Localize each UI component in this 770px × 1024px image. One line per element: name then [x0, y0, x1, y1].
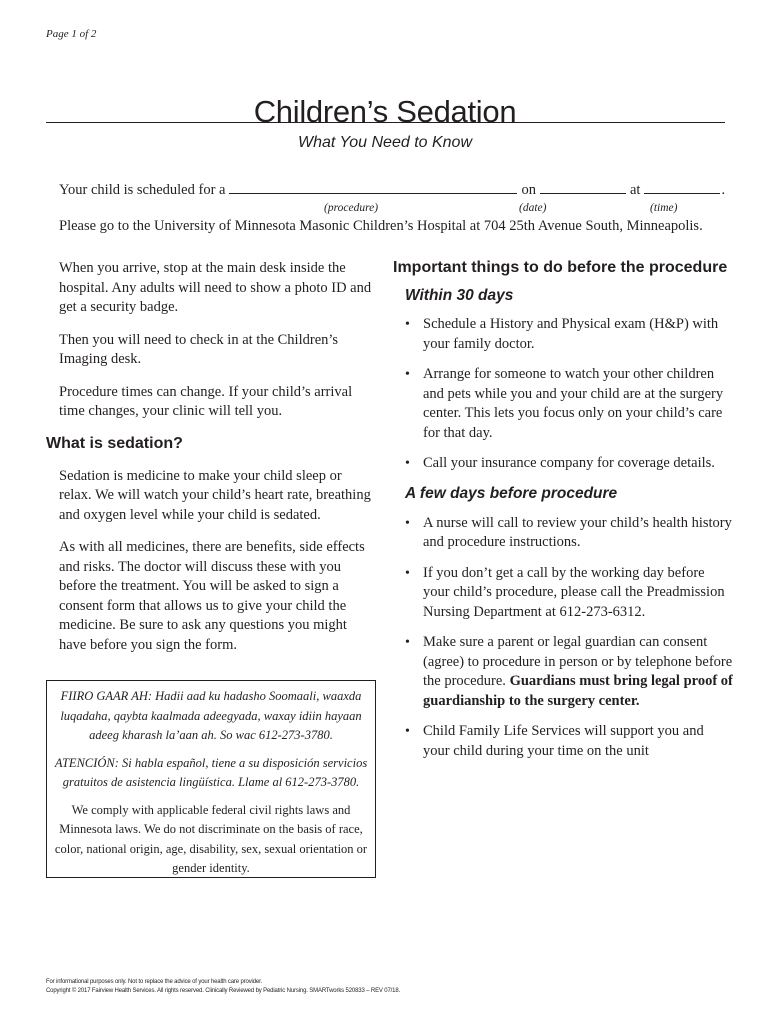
list-item: • Arrange for someone to watch your other children and pets while you and your child are at the surgery center. This lets you focus only on your child’s care for that day.: [405, 366, 724, 441]
few-days-heading: A few days before procedure: [405, 484, 618, 502]
schedule-on: on: [521, 182, 536, 198]
footer-copyright: Copyright © 2017 Fairview Health Services. All rights reserved. Clinically Reviewed by Pediatric Nursing. SMARTworks 520833 – REV 07/18.: [46, 988, 401, 994]
footer: [46, 978, 400, 996]
sedation-definition: Sedation is medicine to make your child sleep or relax. We will watch your child’s heart rate, breathing and oxygen level while your child is sedated.: [59, 467, 371, 523]
language-notice-box: [46, 680, 376, 878]
within-30-days-list: [393, 315, 733, 474]
guardian-requirement: Guardians must bring legal proof of guardianship to the surgery center.: [423, 673, 733, 709]
time-blank: [644, 179, 720, 194]
list-item: • Make sure a parent or legal guardian can consent (agree) to procedure in person or by telephone before the procedure. Guardians must bring legal proof of guardianship to the surgery center.: [405, 634, 733, 709]
time-hint: (time): [650, 202, 678, 214]
list-item: • Call your insurance company for coverage details.: [405, 455, 715, 471]
sedation-heading: What is sedation?: [46, 434, 183, 452]
procedure-hint: (procedure): [324, 202, 379, 214]
somali-notice: FIIRO GAAR AH: Hadii aad ku hadasho Soomaali, waaxda luqadaha, qaybta kaalmada adeegyada, waxay idiin hayaan adeeg kharash la’aan ah. So wac 612-273-3780.: [60, 689, 362, 742]
few-days-list: [393, 514, 733, 762]
arrival-paragraph: When you arrive, stop at the main desk inside the hospital. Any adults will need to show a photo ID and get a security badge.: [59, 260, 372, 315]
title-divider: [46, 122, 725, 123]
hospital-address: Please go to the University of Minnesota Masonic Children’s Hospital at 704 25th Avenue South, Minneapolis.: [59, 218, 703, 234]
left-column: [46, 259, 374, 668]
spanish-notice: ATENCIÓN: Si habla español, tiene a su disposición servicios gratuitos de asistencia lingüística. Llame al 612-273-3780.: [54, 755, 368, 789]
page-title: Children’s Sedation: [253, 93, 517, 129]
footer-disclaimer: For informational purposes only. Not to replace the advice of your health care provider.: [46, 979, 263, 985]
schedule-prefix: Your child is scheduled for a: [59, 182, 226, 198]
list-item: • A nurse will call to review your child’s health history and procedure instructions.: [405, 514, 732, 550]
time-change-paragraph: Procedure times can change. If your child’s arrival time changes, your clinic will tell you.: [59, 383, 353, 419]
list-item: • Schedule a History and Physical exam (H&P) with your family doctor.: [405, 316, 719, 352]
list-item: • Child Family Life Services will support you and your child during your time on the unit: [405, 723, 704, 759]
schedule-end: .: [721, 182, 726, 198]
sedation-risks: As with all medicines, there are benefits, side effects and risks. The doctor will discuss these with you before the treatment. You will be asked to sign a consent form that allows us to give your child the medicine. Be sure to ask any questions you might have before you sign the form.: [59, 539, 365, 653]
schedule-line: [59, 179, 725, 199]
right-column: [393, 259, 733, 772]
procedure-blank: [229, 179, 517, 194]
schedule-at: at: [629, 182, 641, 198]
within-30-days-heading: Within 30 days: [405, 287, 514, 304]
date-blank: [540, 179, 626, 194]
check-in-paragraph: Then you will need to check in at the Children’s Imaging desk.: [59, 331, 339, 367]
civil-rights-notice: We comply with applicable federal civil rights laws and Minnesota laws. We do not discriminate on the basis of race, color, national origin, age, disability, sex, sexual orientation or gender identity.: [54, 802, 368, 875]
page-subtitle: What You Need to Know: [297, 134, 473, 151]
list-item: • If you don’t get a call by the working day before your child’s procedure, please call the Preadmission Nursing Department at 612-273-6312.: [405, 564, 725, 620]
important-heading: Important things to do before the procedure: [393, 259, 728, 276]
date-hint: (date): [519, 202, 547, 214]
page-number: Page 1 of 2: [46, 28, 97, 40]
